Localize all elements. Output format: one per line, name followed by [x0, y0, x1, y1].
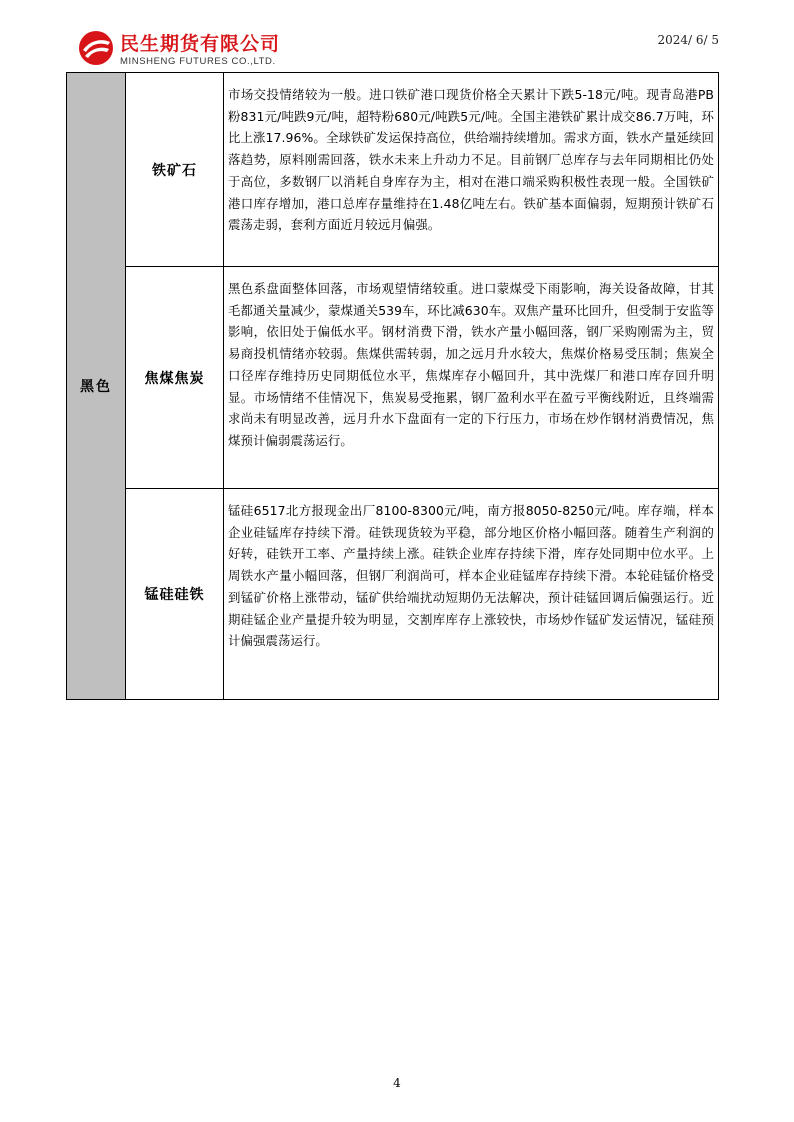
report-date: 2024/ 6/ 5	[657, 33, 719, 47]
product-cell-iron-ore: 铁矿石	[126, 73, 224, 267]
product-cell-manganese-silicon: 锰硅硅铁	[126, 489, 224, 700]
table-row	[67, 73, 719, 267]
commodity-table	[66, 72, 719, 700]
description-cell-coking-coal: 黑色系盘面整体回落，市场观望情绪较重。进口蒙煤受下雨影响，海关设备故障，甘其毛都通关量减少，蒙煤通关539车，环比减630车。双焦产量环比回升，但受制于安监等影响，依旧处于偏低水平。钢材消费下滑，铁水产量小幅回落，钢厂采购刚需为主，贸易商投机情绪亦较弱。焦煤供需转弱，加之远月升水较大，焦煤价格易受压制；焦炭全口径库存维持历史同期低位水平，焦煤库存小幅回升，其中洗煤厂和港口库存回升明显。市场情绪不佳情况下，焦炭易受拖累，钢厂盈利水平在盈亏平衡线附近，且终端需求尚未有明显改善，远月升水下盘面有一定的下行压力，市场在炒作钢材消费情况，焦煤预计偏弱震荡运行。	[224, 267, 719, 489]
company-name-cn: 民生期货有限公司	[120, 33, 281, 55]
category-cell: 黑色	[67, 73, 126, 700]
company-name-en: MINSHENG FUTURES CO.,LTD.	[120, 56, 276, 67]
description-cell-manganese-silicon: 锰硅6517北方报现金出厂8100-8300元/吨，南方报8050-8250元/吨。库存端，样本企业硅锰库存持续下滑。硅铁现货较为平稳，部分地区价格小幅回落。随着生产利润的好转，硅铁开工率、产量持续上涨。硅铁企业库存持续下滑，库存处同期中位水平。上周铁水产量小幅回落，但钢厂利润尚可，样本企业硅锰库存持续下滑。本轮硅锰价格受到锰矿价格上涨带动，锰矿供给端扰动短期仍无法解决，预计硅锰回调后偏强运行。近期硅锰企业产量提升较为明显，交割库库存上涨较快，市场炒作锰矿发运情况，锰硅预计偏强震荡运行。	[224, 489, 719, 700]
page-number: 4	[393, 1076, 401, 1090]
product-cell-coking-coal: 焦煤焦炭	[126, 267, 224, 489]
table-row	[67, 267, 719, 489]
page-header	[78, 26, 728, 72]
table-row	[67, 489, 719, 700]
company-logo-icon	[78, 30, 114, 66]
description-cell-iron-ore: 市场交投情绪较为一般。进口铁矿港口现货价格全天累计下跌5-18元/吨。现青岛港PB粉831元/吨跌9元/吨，超特粉680元/吨跌5元/吨。全国主港铁矿累计成交86.7万吨，环比上涨17.96%。全球铁矿发运保持高位，供给端持续增加。需求方面，铁水产量延续回落趋势，原料刚需回落，铁水未来上升动力不足。目前钢厂总库存与去年同期相比仍处于高位，多数钢厂以消耗自身库存为主，相对在港口端采购积极性表现一般。全国铁矿港口库存增加，港口总库存量维持在1.48亿吨左右。铁矿基本面偏弱，短期预计铁矿石震荡走弱，套利方面近月较远月偏强。	[224, 73, 719, 267]
